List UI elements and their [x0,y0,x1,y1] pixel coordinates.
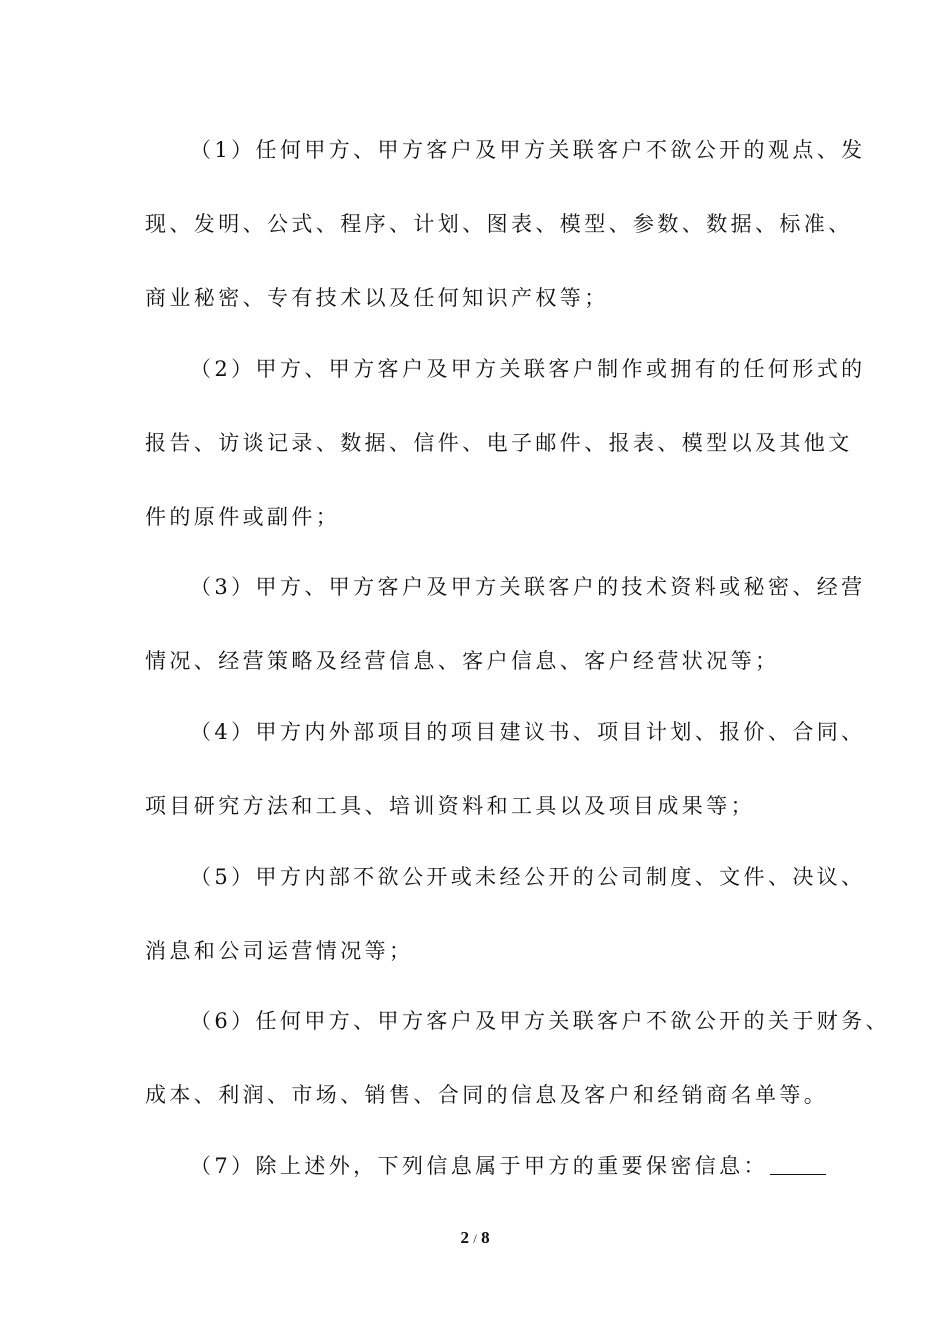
clause-3-line-1: （3）甲方、甲方客户及甲方关联客户的技术资料或秘密、经营 [190,575,866,599]
clause-3-line-2: 情况、经营策略及经营信息、客户信息、客户经营状况等； [145,649,780,673]
clause-5-line-2: 消息和公司运营情况等； [145,939,414,963]
clause-1-line-2: 现、发明、公式、程序、计划、图表、模型、参数、数据、标准、 [145,212,853,236]
clause-7-line-1 [190,1146,826,1186]
clause-4-line-1: （4）甲方内外部项目的项目建议书、项目计划、报价、合同、 [190,720,866,744]
clause-2-line-2: 报告、访谈记录、数据、信件、电子邮件、报表、模型以及其他文 [145,431,853,455]
clause-6-line-2: 成本、利润、市场、销售、合同的信息及客户和经销商名单等。 [145,1083,829,1107]
clause-2-line-1: （2）甲方、甲方客户及甲方关联客户制作或拥有的任何形式的 [190,357,866,381]
clause-1-line-1: （1）任何甲方、甲方客户及甲方关联客户不欲公开的观点、发 [190,138,866,162]
clause-7-text: （7）除上述外，下列信息属于甲方的重要保密信息： [190,1154,768,1178]
clause-1-line-3: 商业秘密、专有技术以及任何知识产权等； [145,286,609,310]
clause-6-line-1: （6）任何甲方、甲方客户及甲方关联客户不欲公开的关于财务、 [190,1009,890,1033]
clause-2-line-3: 件的原件或副件； [145,505,341,529]
page-number [0,1226,950,1251]
total-pages: 8 [481,1228,490,1247]
current-page: 2 [460,1228,469,1247]
fill-in-blank[interactable] [770,1152,826,1175]
page-separator: / [473,1231,477,1246]
clause-5-line-1: （5）甲方内部不欲公开或未经公开的公司制度、文件、决议、 [190,865,866,889]
clause-4-line-2: 项目研究方法和工具、培训资料和工具以及项目成果等； [145,794,755,818]
